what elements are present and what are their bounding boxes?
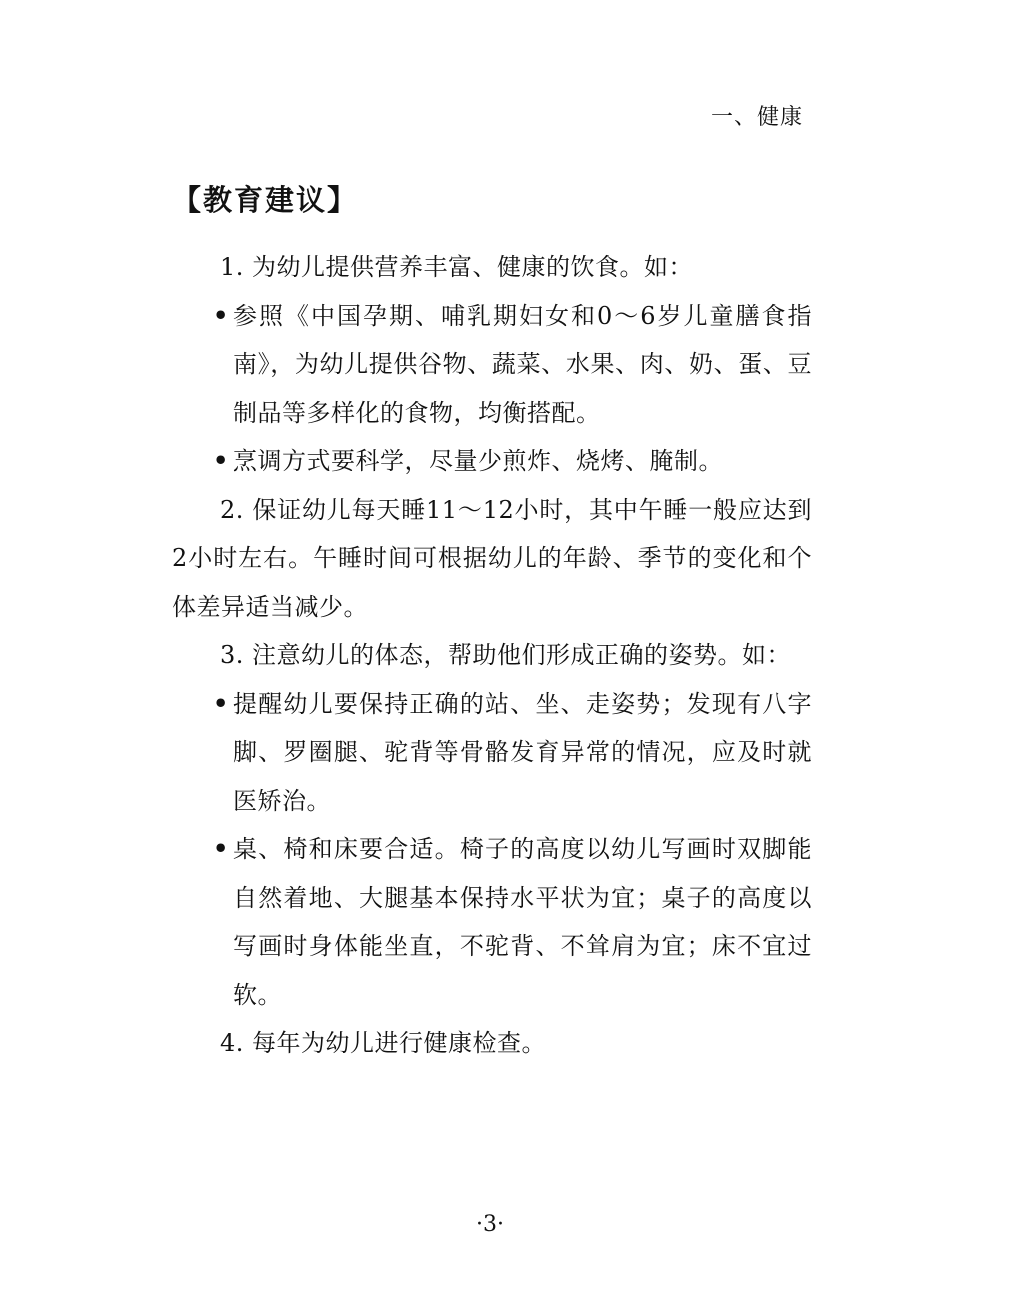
bullet-dot-icon: • xyxy=(213,446,229,475)
item-3: 3. 注意幼儿的体态，帮助他们形成正确的姿势。如： xyxy=(220,641,792,669)
bullet-item xyxy=(172,680,812,826)
item-2: 2. 保证幼儿每天睡11～12小时，其中午睡一般应达到2小时左右。午睡时间可根据幼儿的年龄、季节的变化和个体差异适当减少。 xyxy=(172,495,812,621)
bullet-text: 桌、椅和床要合适。椅子的高度以幼儿写画时双脚能自然着地、大腿基本保持水平状为宜；桌子的高度以写画时身体能坐直，不驼背、不耸肩为宜；床不宜过软。 xyxy=(233,835,812,1009)
bullet-text: 参照《中国孕期、哺乳期妇女和0～6岁儿童膳食指南》，为幼儿提供谷物、蔬菜、水果、肉、奶、蛋、豆制品等多样化的食物，均衡搭配。 xyxy=(233,301,812,427)
bullet-item xyxy=(172,825,812,1019)
bullet-text: 提醒幼儿要保持正确的站、坐、走姿势；发现有八字脚、罗圈腿、驼背等骨骼发育异常的情况，应及时就医矫治。 xyxy=(233,689,812,815)
bullet-dot-icon: • xyxy=(213,834,229,863)
section-title: 【教育建议】 xyxy=(172,183,359,217)
page-number: ·3· xyxy=(476,1212,504,1237)
running-head: 一、健康 xyxy=(710,105,803,130)
bullet-dot-icon: • xyxy=(213,688,229,718)
item-1: 1. 为幼儿提供营养丰富、健康的饮食。如： xyxy=(220,253,694,281)
item-4: 4. 每年为幼儿进行健康检查。 xyxy=(220,1029,547,1057)
bullet-text: 烹调方式要科学，尽量少煎炸、烧烤、腌制。 xyxy=(233,447,723,475)
bullet-item xyxy=(172,292,812,438)
bullet-item xyxy=(172,437,812,486)
document-body xyxy=(172,243,812,1068)
bullet-dot-icon: • xyxy=(213,300,229,330)
